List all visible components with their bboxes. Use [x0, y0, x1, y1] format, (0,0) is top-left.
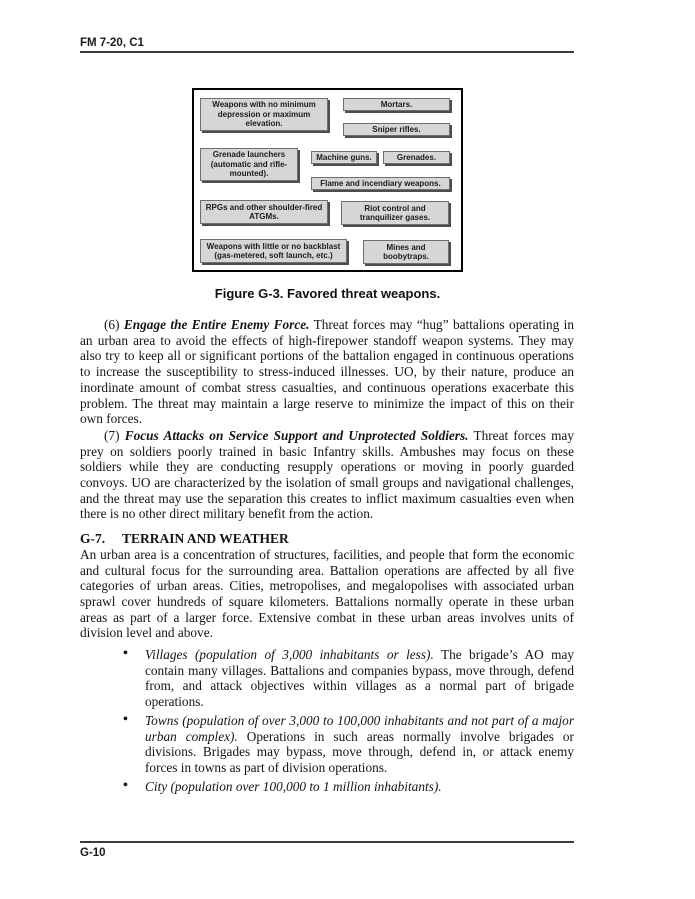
figure-box-no-min-depression: Weapons with no minimum depression or maximum elevation. — [200, 98, 328, 131]
paragraph-7 — [80, 428, 574, 522]
bullet-villages-body: The brigade’s AO may contain many villages. Battalions and companies bypass, move through, defend from, and attack objectives within villages as a normal part of brigade operations. — [145, 647, 574, 710]
paragraph-7-lead: Focus Attacks on Service Support and Unprotected Soldiers. — [124, 427, 469, 443]
paragraph-6-number: (6) — [104, 317, 124, 332]
bullet-towns-body: Operations in such areas normally involve brigades or divisions. Brigades may bypass, move through, defend in, or attack enemy forces in towns as part of division operations. — [145, 728, 574, 775]
section-g7-body: An urban area is a concentration of structures, facilities, and people that form the economic and cultural focus for the surrounding area. Battalion operations are affected by all five categories of urban areas. Cities, metropolises, and megalopolises with associated urban sprawl cover hundreds of square kilometers. Battalions normally operate in these urban areas as part of a larger force. Extensive combat in these urban areas involves units of division level and above. — [80, 546, 574, 641]
figure-threat-weapons — [192, 88, 463, 272]
figure-box-no-backblast: Weapons with little or no backblast (gas-metered, soft launch, etc.) — [200, 239, 347, 263]
figure-box-grenade-launchers: Grenade launchers (automatic and rifle-mounted). — [200, 148, 298, 181]
footer-divider — [80, 841, 574, 843]
header-doc-id: FM 7-20, C1 — [80, 37, 144, 49]
bullet-city — [80, 779, 574, 795]
figure-box-mortars: Mortars. — [343, 98, 450, 111]
figure-box-grenades: Grenades. — [383, 151, 450, 164]
section-title: TERRAIN AND WEATHER — [122, 531, 289, 547]
figure-caption: Figure G-3. Favored threat weapons. — [214, 286, 441, 301]
footer-page-number: G-10 — [80, 847, 106, 859]
section-heading-g7 — [80, 531, 574, 547]
paragraph-6 — [80, 317, 574, 427]
paragraph-7-number: (7) — [104, 427, 125, 443]
section-number: G-7. — [80, 531, 106, 547]
urban-area-bullet-list — [80, 647, 574, 794]
figure-box-flame-incendiary: Flame and incendiary weapons. — [311, 177, 450, 190]
header-divider — [80, 51, 574, 53]
body-text — [80, 317, 574, 797]
figure-box-mines-boobytraps: Mines and boobytraps. — [363, 240, 449, 264]
paragraph-6-lead: Engage the Entire Enemy Force. — [123, 317, 310, 332]
bullet-towns-lead: Towns (population of over 3,000 to 100,000 inhabitants and not part of a major urban complex). — [145, 712, 574, 744]
figure-box-machine-guns: Machine guns. — [311, 151, 377, 164]
paragraph-6-body: Threat forces may “hug” battalions operating in an urban area to avoid the effects of high-firepower standoff weapon systems. They may also try to keep all or significant portions of the battalion engaged in continuous operations to increase the susceptibility to stress-induced illnesses. UO, by their nature, produce an inordinate amount of combat stress casualties, and continuous operations exacerbate this problem. The threat may maintain a large reserve to minimize the impact of this on their own forces. — [80, 317, 574, 427]
bullet-towns — [80, 713, 574, 776]
bullet-city-lead: City (population over 100,000 to 1 million inhabitants). — [145, 778, 442, 794]
bullet-villages-lead: Villages (population of 3,000 inhabitants or less). — [145, 647, 434, 663]
bullet-villages — [80, 647, 574, 710]
figure-box-sniper-rifles: Sniper rifles. — [343, 123, 450, 136]
figure-box-rpgs-atgms: RPGs and other shoulder-fired ATGMs. — [200, 200, 328, 224]
paragraph-7-body: Threat forces may prey on soldiers poorly trained in basic Infantry skills. Ambushes may focus on these soldiers while they are conducting resupply operations or moving in poorly guarded convoys. UO are characterized by the isolation of small groups and navigational challenges, and the threat may use the separation this creates to inflict maximum casualties even when there is no other direct military benefit from the action. — [80, 427, 574, 522]
figure-box-riot-control: Riot control and tranquilizer gases. — [341, 201, 449, 225]
